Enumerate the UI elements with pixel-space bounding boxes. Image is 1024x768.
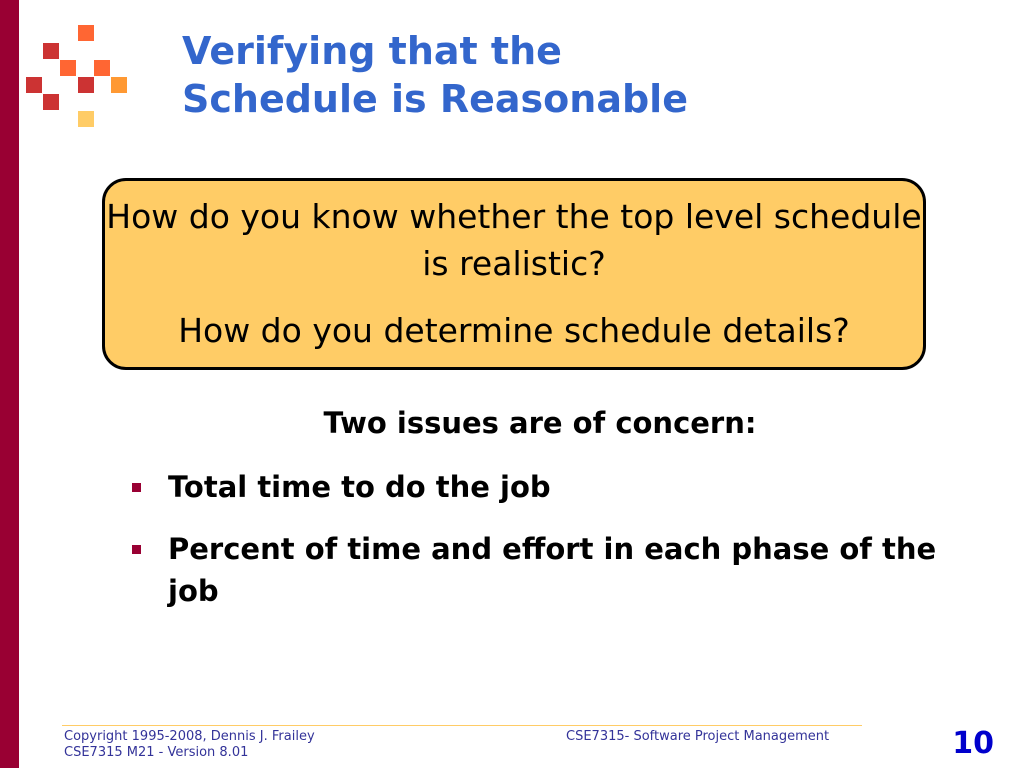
square-bullet-icon <box>132 545 141 554</box>
issues-list-item-text: Total time to do the job <box>168 470 551 504</box>
issues-list-item <box>130 528 960 612</box>
callout-question-2: How do you determine schedule details? <box>178 311 850 350</box>
callout-question-1: How do you know whether the top level schedule is realistic? <box>106 197 922 283</box>
footer-course: CSE7315- Software Project Management <box>566 729 830 744</box>
logo-square <box>111 77 127 93</box>
slide-title <box>182 27 982 123</box>
slide-title-line-1: Verifying that the <box>182 29 562 73</box>
logo-square <box>26 77 42 93</box>
page-number: 10 <box>952 726 994 761</box>
question-callout-box <box>102 178 926 370</box>
decorative-squares-logo <box>0 0 180 140</box>
footer-divider <box>62 725 862 726</box>
footer-left <box>64 729 315 761</box>
logo-square <box>78 111 94 127</box>
slide-title-line-2: Schedule is Reasonable <box>182 77 688 121</box>
footer-version: CSE7315 M21 - Version 8.01 <box>64 745 249 760</box>
logo-square <box>78 77 94 93</box>
square-bullet-icon <box>132 483 141 492</box>
footer-copyright: Copyright 1995-2008, Dennis J. Frailey <box>64 729 315 744</box>
logo-square <box>60 60 76 76</box>
logo-square <box>43 94 59 110</box>
issues-heading: Two issues are of concern: <box>323 406 757 440</box>
issues-list-item <box>130 466 960 508</box>
logo-square <box>94 60 110 76</box>
logo-square <box>78 25 94 41</box>
issues-list-item-text: Percent of time and effort in each phase of the job <box>168 532 937 608</box>
logo-square <box>43 43 59 59</box>
issues-list <box>130 466 960 632</box>
